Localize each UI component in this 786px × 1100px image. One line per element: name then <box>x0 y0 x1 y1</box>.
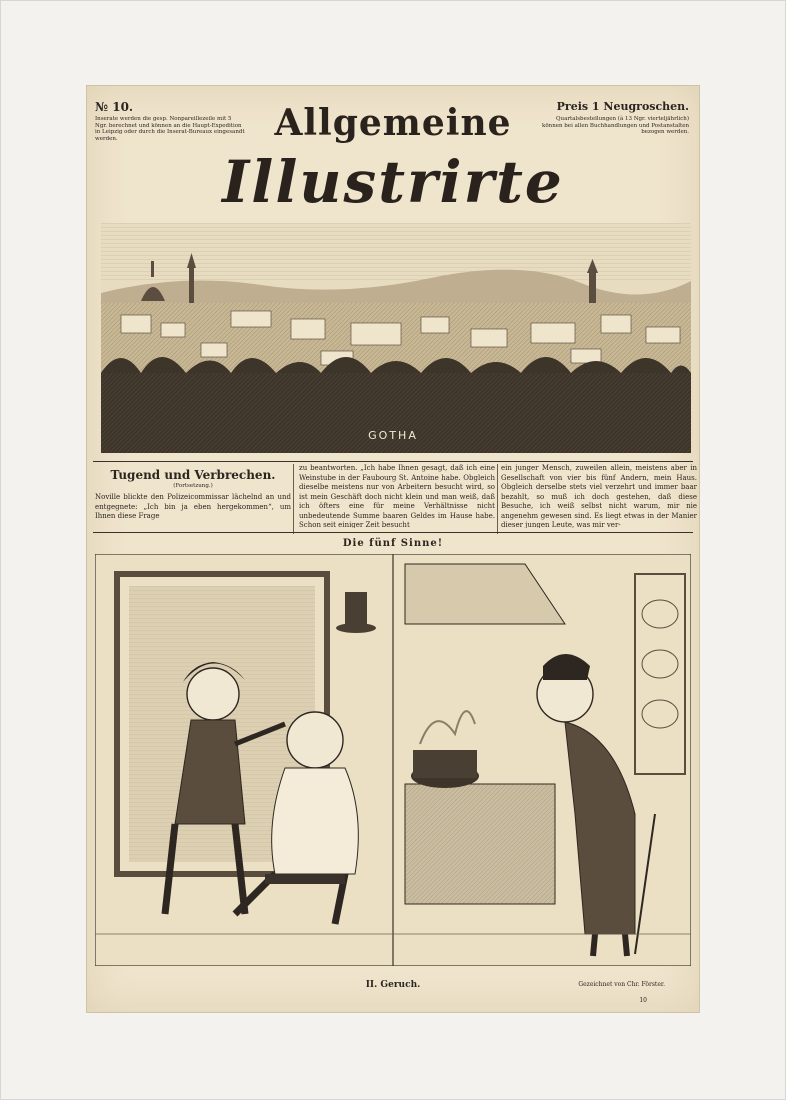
panorama-label: GOTHA <box>368 429 418 442</box>
gotha-panorama-engraving <box>101 223 691 453</box>
newspaper-page <box>87 86 699 1012</box>
article-column-2: zu beantworten. „Ich habe Ihnen gesagt, daß ich eine Weinstube in der Faubourg St. Antoine habe. Obgleich dieselbe meistens nur von Arbeitern besucht wird, so ist mein Geschäft doch nicht klein und man weiß, daß ich öfters eine für meine Verhältnisse nicht unbedeutende Summe baaren Geldes im Hause habe. Schon seit einiger Zeit besucht <box>299 464 495 528</box>
artist-credit: Gezeichnet von Chr. Förster. <box>578 981 665 988</box>
price-label: Preis 1 Neugroschen. <box>556 100 689 113</box>
masthead-title-line2: Illustrirte <box>222 148 564 216</box>
article-column-1: Noville blickte den Polizeicommissar lächelnd an und entgegnete: „Ich bin ja eben hergekommen“, um Ihnen diese Frage <box>95 493 291 520</box>
cartoon-section-title: Die fünf Sinne! <box>342 538 444 549</box>
article-headline: Tugend und Verbrechen. <box>110 468 276 482</box>
column-divider <box>293 464 294 534</box>
inserate-note: Inserate werden die gesp. Nonpareillezeile mit 5 Ngr. berechnet und können an die Haupt-Expedition in Leipzig oder durch die Inserat-Bureaux eingesandt werden. <box>95 116 245 142</box>
divider-rule <box>93 532 693 533</box>
masthead-title-line1: Allgemeine <box>274 102 512 144</box>
subscription-note: Quartalsbestellungen (à 13 Ngr. vierteljährlich) können bei allen Buchhandlungen und Postanstalten bezogen werden. <box>542 116 689 135</box>
cartoon-caption: II. Geruch. <box>365 980 421 990</box>
divider-rule <box>93 461 693 462</box>
page-number: 10 <box>639 997 647 1004</box>
issue-number: № 10. <box>95 100 134 114</box>
column-divider <box>497 464 498 534</box>
cartoon-illustration <box>95 554 691 966</box>
article-column-3: ein junger Mensch, zuweilen allein, meistens aber in Gesellschaft von vier bis fünf Andern, mein Haus. Obgleich derselbe stets viel verzehrt und immer baar bezahlt, so muß ich doch gestehen, daß diese Besuche, ich weiß selbst nicht warum, mir nie angenehm gewesen sind. Es liegt etwas in der Manier dieser jungen Leute, was mir ver- <box>501 464 697 528</box>
article-continued-note: (Fortsetzung.) <box>173 483 213 489</box>
